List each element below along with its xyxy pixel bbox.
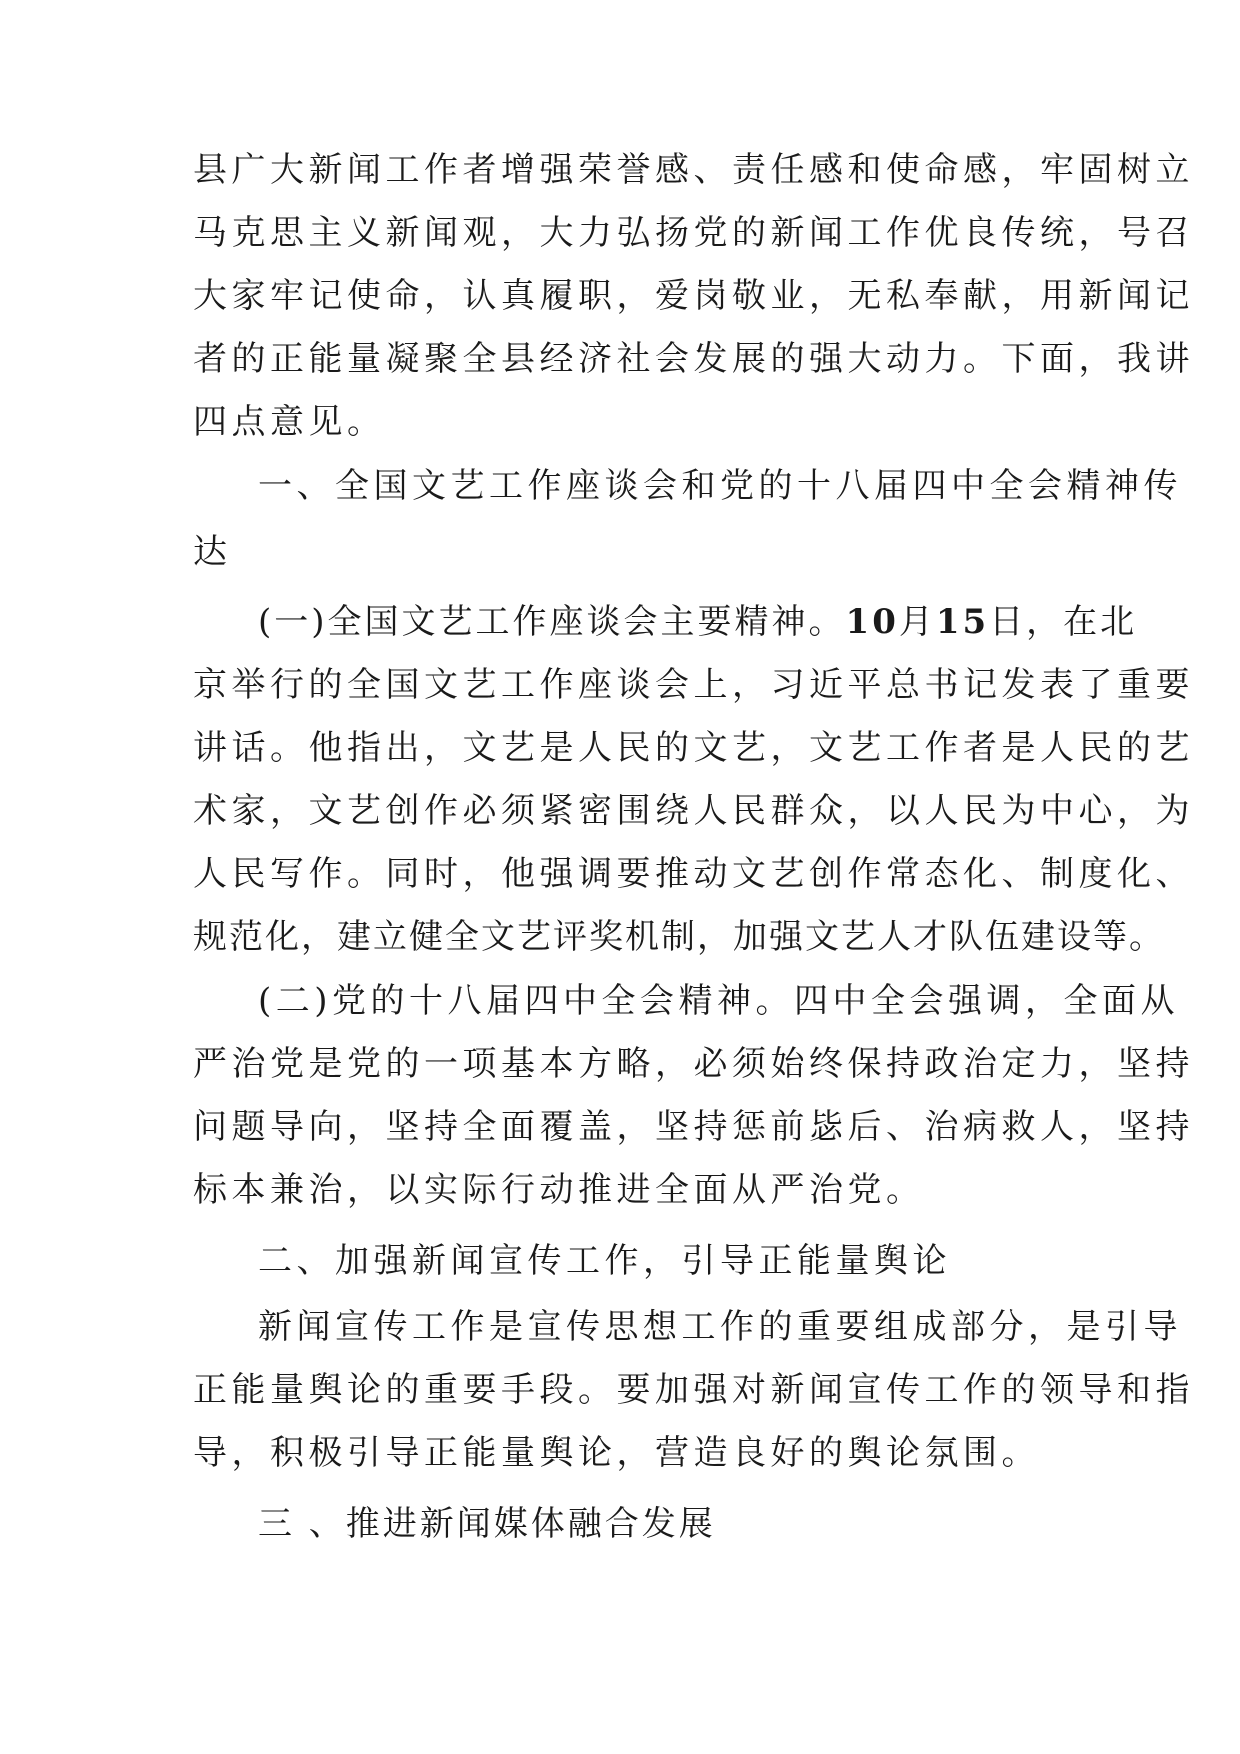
intro-line-5: 四点意见。 <box>193 402 386 442</box>
para1-prefix: (一)全国文艺工作座谈会主要精神。 <box>258 602 846 642</box>
para1-month-number: 10 <box>845 602 899 642</box>
para2-line-3: 问题导向，坚持全面覆盖，坚持惩前毖后、治病救人，坚持 <box>193 1107 1194 1147</box>
intro-line-1: 县广大新闻工作者增强荣誉感、责任感和使命感，牢固树立 <box>193 150 1194 190</box>
section1-heading-line2: 达 <box>193 532 232 572</box>
para3-line-2: 正能量舆论的重要手段。要加强对新闻宣传工作的领导和指 <box>193 1370 1194 1410</box>
para3-line-1: 新闻宣传工作是宣传思想工作的重要组成部分，是引导 <box>258 1307 1182 1347</box>
para1-month-char: 月 <box>898 602 936 642</box>
para2-line-2: 严治党是党的一项基本方略，必须始终保持政治定力，坚持 <box>193 1044 1194 1084</box>
para2-line-4: 标本兼治，以实际行动推进全面从严治党。 <box>193 1170 925 1210</box>
section2-heading: 二、加强新闻宣传工作，引导正能量舆论 <box>258 1241 951 1281</box>
para1-line-6: 规范化，建立健全文艺评奖机制，加强文艺人才队伍建设等。 <box>193 917 1165 957</box>
para1-rest: 日，在北 <box>989 602 1138 642</box>
para1-line-2: 京举行的全国文艺工作座谈会上，习近平总书记发表了重要 <box>193 665 1194 705</box>
para1-day-number: 15 <box>935 602 990 642</box>
intro-line-3: 大家牢记使命，认真履职，爱岗敬业，无私奉献，用新闻记 <box>193 276 1194 316</box>
intro-line-2: 马克思主义新闻观，大力弘扬党的新闻工作优良传统，号召 <box>193 213 1194 253</box>
para2-line-1: (二)党的十八届四中全会精神。四中全会强调，全面从 <box>258 981 1180 1021</box>
section3-heading: 三 、推进新闻媒体融合发展 <box>258 1504 716 1544</box>
para1-line-3: 讲话。他指出，文艺是人民的文艺，文艺工作者是人民的艺 <box>193 728 1194 768</box>
para1-line-5: 人民写作。同时，他强调要推动文艺创作常态化、制度化、 <box>193 854 1194 894</box>
para3-line-3: 导，积极引导正能量舆论，营造良好的舆论氛围。 <box>193 1433 1040 1473</box>
intro-line-4: 者的正能量凝聚全县经济社会发展的强大动力。下面，我讲 <box>193 339 1194 379</box>
para1-line-4: 术家，文艺创作必须紧密围绕人民群众，以人民为中心，为 <box>193 791 1194 831</box>
para1-line-1 <box>258 602 1138 642</box>
section1-heading-line1: 一、全国文艺工作座谈会和党的十八届四中全会精神传 <box>258 466 1182 506</box>
